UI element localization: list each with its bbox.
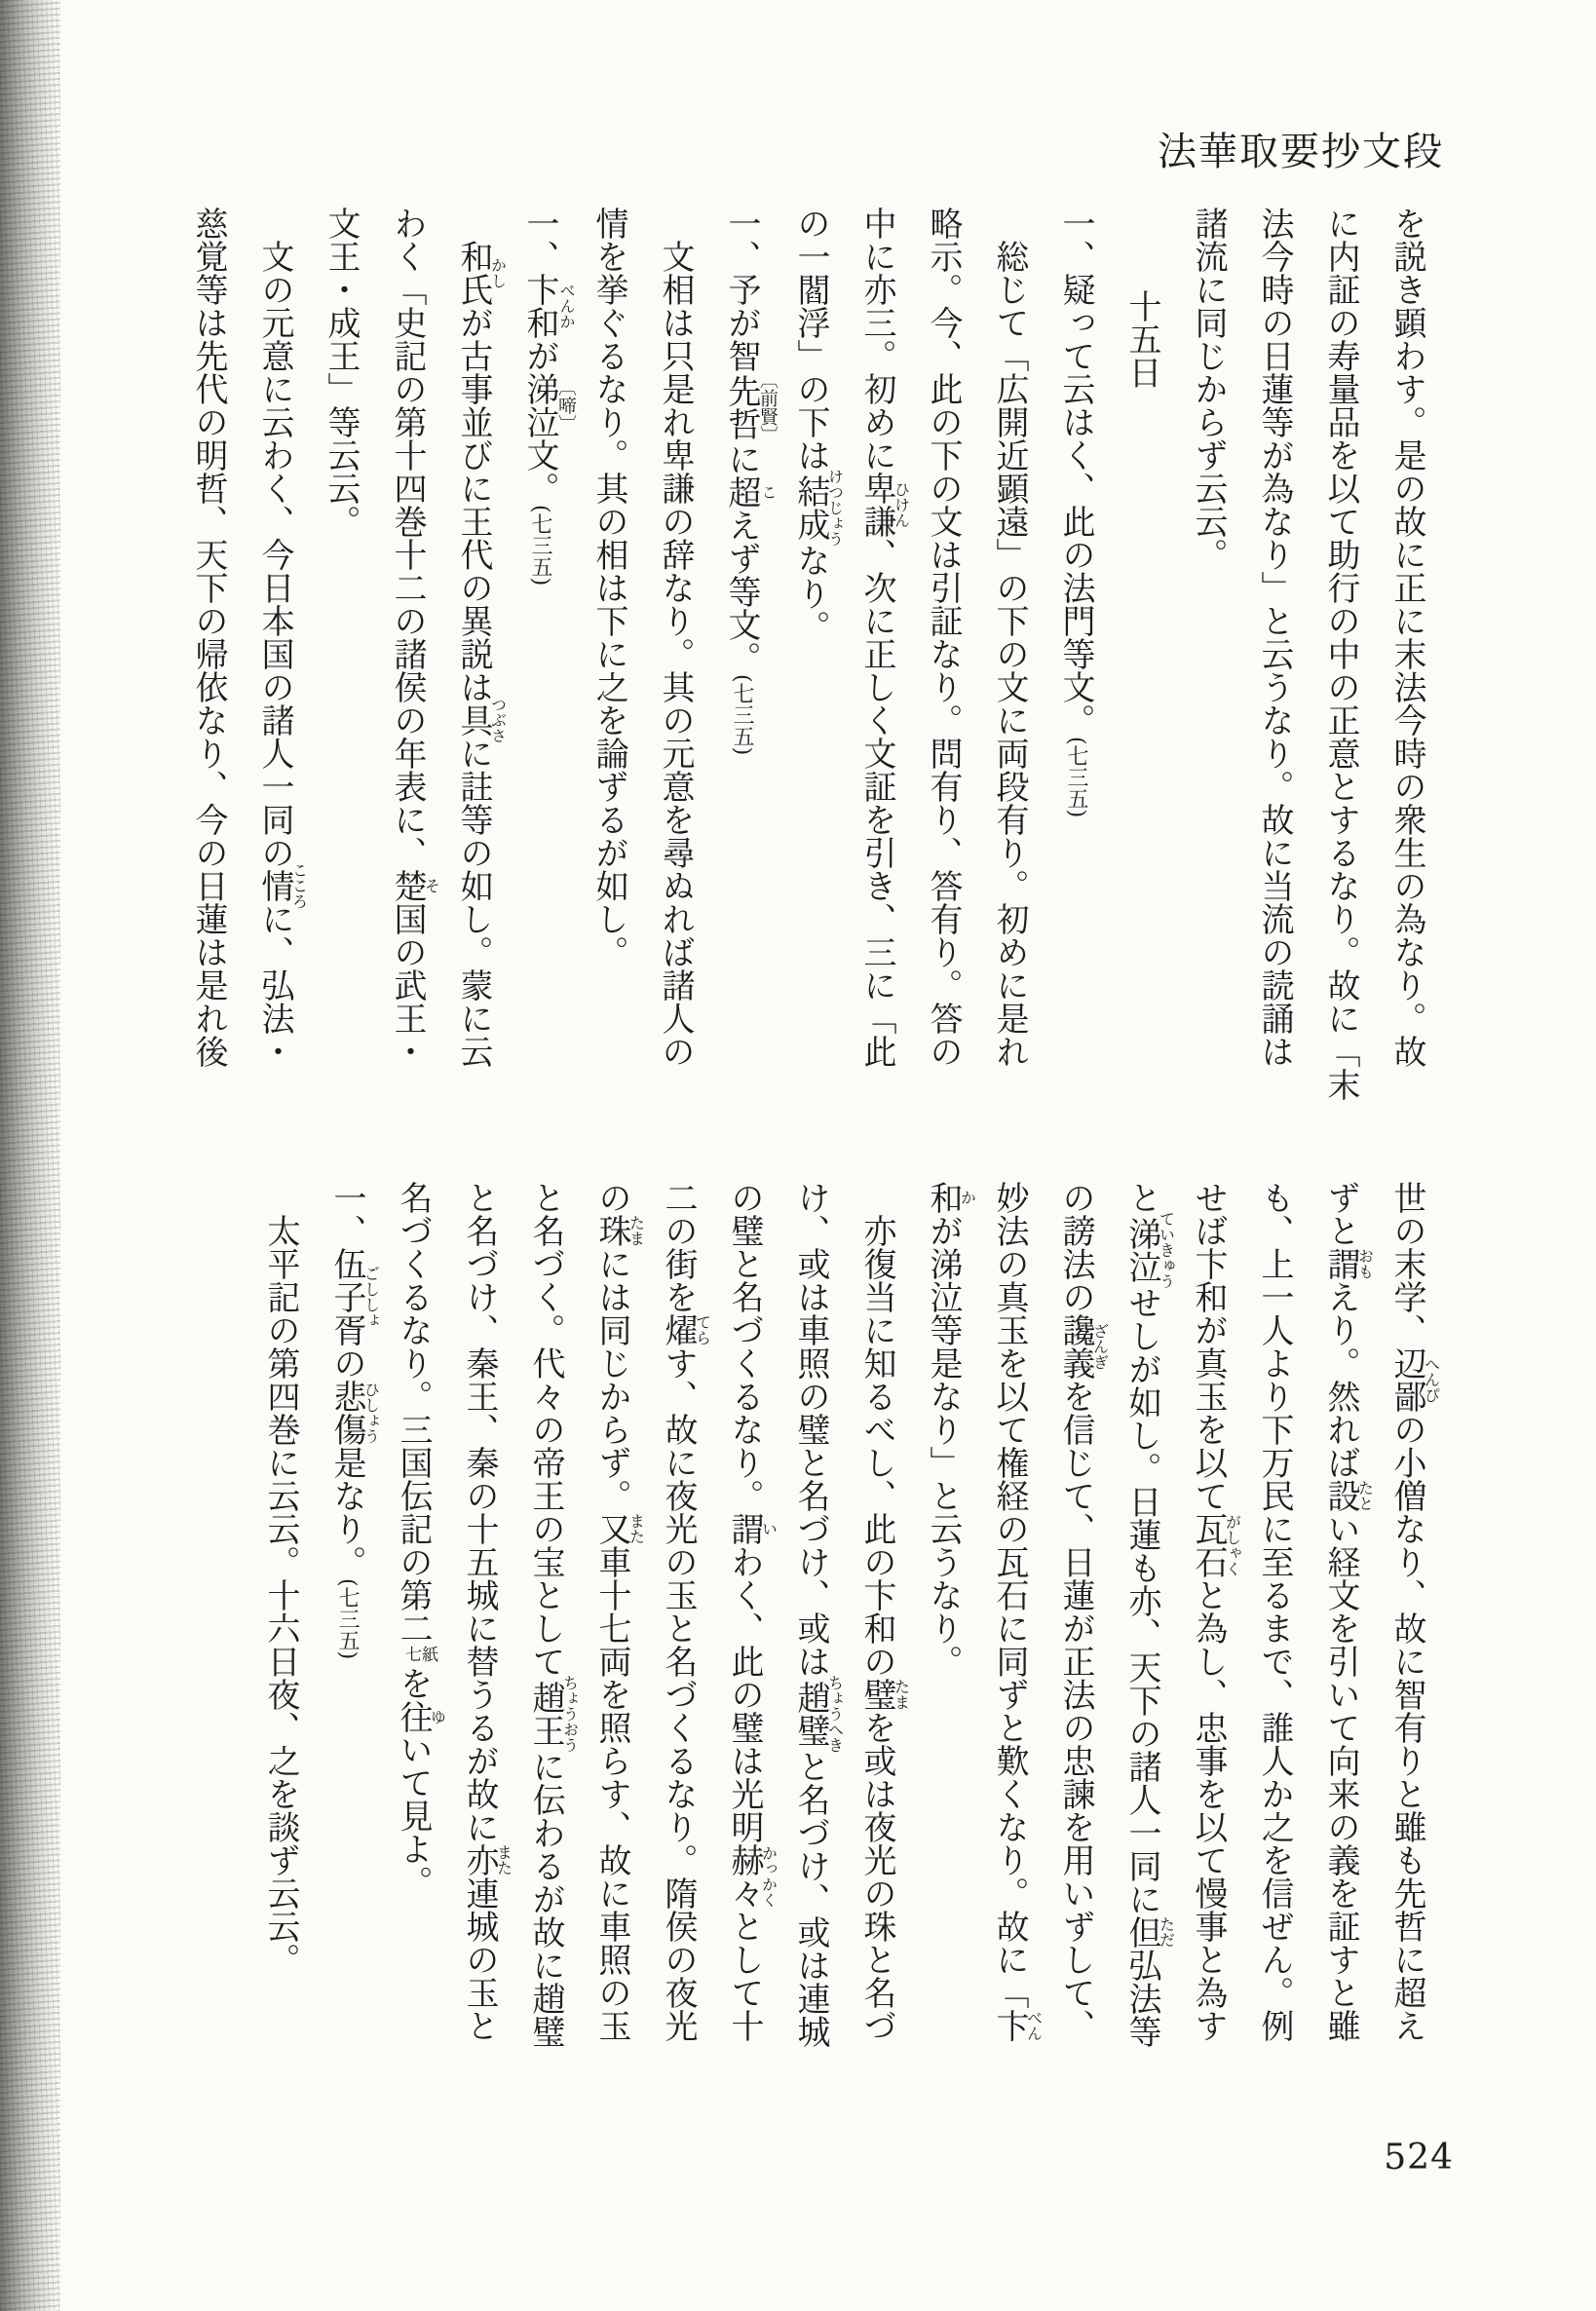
furigana-term: 悲傷ひしょう bbox=[327, 1380, 381, 1446]
furigana-term: 亦また bbox=[460, 1843, 513, 1876]
furigana-term: 讒義ざんぎ bbox=[1056, 1313, 1110, 1380]
furigana-term: 燿てら bbox=[659, 1313, 712, 1346]
text-column: 一、予が智先哲〔前賢〕に超こえず等文。(七三五) bbox=[722, 207, 779, 756]
inline-split-note: 七紙 bbox=[405, 1646, 438, 1665]
text-column: と名づく。代々の帝王の宝として趙王ちょうおうに伝わるが故に趙璧 bbox=[526, 1181, 580, 2048]
text-column: の謗法の讒義ざんぎを信じて、日蓮が正法の忠諫を用いずして、 bbox=[1056, 1181, 1110, 2042]
furigana-term: 趙王ちょうおう bbox=[526, 1675, 580, 1753]
text-column: 一、伍子胥ごししょの悲傷ひしょう是なり。(七三五) bbox=[327, 1181, 381, 1660]
furigana-term: 璧たま bbox=[857, 1678, 911, 1711]
text-column: 諸流に同じからず云云。 bbox=[1189, 207, 1228, 571]
text-column: 法今時の日蓮等が為なり」と云うなり。故に当流の読誦は bbox=[1255, 207, 1294, 1068]
text-column: と名づけ、秦王、秦の十五城に替うるが故に亦また連城の玉と bbox=[460, 1181, 513, 2042]
text-column: ずと謂おもえり。然れば設たとい経文を引いて向来の義を証すと雖 bbox=[1321, 1181, 1375, 2042]
furigana-term: 涕泣ていきゅう bbox=[1122, 1211, 1176, 1289]
book-binding-edge bbox=[0, 0, 60, 2311]
text-column: 文相は只是れ卑謙の辞なり。其の元意を尋ぬれば諸人の bbox=[656, 240, 695, 1068]
furigana-term: 楚そ bbox=[388, 869, 441, 902]
source-page-ref: (七三五) bbox=[1064, 737, 1088, 818]
furigana-term: 珠たま bbox=[592, 1214, 646, 1247]
furigana-term: 卑謙ひけん bbox=[857, 472, 911, 538]
text-column: 世の末学、辺鄙へんぴの小僧なり、故に智有りと雖も先哲に超え bbox=[1387, 1181, 1441, 2042]
furigana-term: 卞べん bbox=[990, 2009, 1044, 2042]
text-column: せば卞和が真玉を以て瓦石がしゃくと為し、忠事を以て慢事と為す bbox=[1189, 1181, 1242, 2042]
text-column: の璧と名づくるなり。謂いわく、此の璧は光明赫々かっかくとして十 bbox=[725, 1181, 779, 2042]
source-page-ref: (七三五) bbox=[730, 674, 754, 756]
furigana-term: 具つぶさ bbox=[454, 697, 508, 743]
text-column: 慈覚等は先代の明哲、天下の帰依なり、今の日蓮は是れ後 bbox=[189, 207, 228, 1068]
text-column: 太平記の第四巻に云云。十六日夜、之を談ず云云。 bbox=[261, 1214, 300, 1976]
furigana-term: 設たと bbox=[1321, 1479, 1375, 1512]
text-column: 文の元意に云わく、今日本国の諸人一同の情こころに、弘法・ bbox=[255, 240, 309, 1068]
furigana-term: 但ただ bbox=[1122, 1915, 1176, 1949]
text-column: わく「史記の第十四巻十二の諸侯の年表に、楚そ国の武王・ bbox=[388, 207, 441, 1068]
furigana-term: 往ゆ bbox=[394, 1699, 447, 1733]
furigana-term: 卞和べんか bbox=[520, 273, 576, 339]
text-column: 一、卞和べんかが涕泣〔啼〕文。(七三五) bbox=[520, 207, 577, 587]
furigana-term: 趙璧ちょうへき bbox=[791, 1675, 845, 1753]
text-column: 名づくるなり。三国伝記の第二七紙を往ゆいて見よ。 bbox=[394, 1181, 447, 1899]
lower-text-block bbox=[247, 1181, 1440, 2141]
furigana-term: 又また bbox=[592, 1512, 646, 1545]
furigana-term: 超こ bbox=[722, 475, 778, 509]
text-column: 総じて「広開近顕遠」の下の文に両段有り。初めに是れ bbox=[990, 240, 1029, 1068]
text-column: け、或は車照の璧と名づけ、或は趙璧ちょうへきと名づけ、或は連城 bbox=[791, 1181, 845, 2048]
running-head-title: 法華取要抄文段 bbox=[1158, 130, 1444, 174]
text-column: 亦復当に知るべし、此の卞和の璧たまを或は夜光の珠と名づ bbox=[857, 1214, 911, 2042]
annotated-term: 涕泣〔啼〕 bbox=[520, 372, 577, 438]
text-column: と涕泣ていきゅうせしが如し。日蓮も亦、天下の諸人一同に但ただ弘法等 bbox=[1122, 1181, 1176, 2048]
source-page-ref: (七三五) bbox=[335, 1578, 360, 1660]
text-column: 中に亦三。初めに卑謙ひけん、次に正しく文証を引き、三に「此 bbox=[857, 207, 911, 1068]
furigana-term: 情こころ bbox=[255, 862, 309, 909]
text-column: 情を挙ぐるなり。其の相は下に之を論ずるが如し。 bbox=[589, 207, 628, 968]
text-column: に内証の寿量品を以て助行の中の正意とするなり。故に「末 bbox=[1321, 207, 1360, 1101]
furigana-term: 瓦石がしゃく bbox=[1189, 1512, 1242, 1578]
furigana-term: 和か bbox=[924, 1181, 977, 1214]
furigana-term: 謂おも bbox=[1321, 1247, 1375, 1280]
text-column: の一閻浮」の下は結成けつじょうなり。 bbox=[791, 207, 845, 643]
text-column: の珠たまには同じからず。又また車十七両を照らす、故に車照の玉 bbox=[592, 1181, 646, 2042]
furigana-term: 赫々かっかく bbox=[725, 1843, 779, 1910]
text-column: 略示。今、此の下の文は引証なり。問有り、答有り。答の bbox=[924, 207, 963, 1068]
furigana-term: 結成けつじょう bbox=[791, 469, 845, 547]
furigana-term: 謂い bbox=[725, 1512, 779, 1545]
text-column: 二の街を燿てらす、故に夜光の玉と名づくるなり。隋侯の夜光 bbox=[659, 1181, 712, 2042]
page-number: 524 bbox=[1384, 2138, 1454, 2178]
text-column: 妙法の真玉を以て権経の瓦石に同ずと歎くなり。故に「卞べん bbox=[990, 1181, 1044, 2042]
upper-text-block bbox=[175, 207, 1440, 1127]
text-column: を説き顕わす。是の故に正に末法今時の衆生の為なり。故 bbox=[1387, 207, 1426, 1068]
text-column: 十五日 bbox=[1122, 289, 1161, 389]
text-column: も、上一人より下万民に至るまで、誰人か之を信ぜん。例 bbox=[1255, 1181, 1294, 2042]
furigana-term: 伍子胥ごししょ bbox=[327, 1247, 381, 1346]
text-column: 和かが涕泣等是なり」と云うなり。 bbox=[924, 1181, 977, 1678]
annotated-term: 先哲〔前賢〕 bbox=[722, 370, 779, 444]
text-column: 一、疑って云はく、此の法門等文。(七三五) bbox=[1056, 207, 1095, 818]
furigana-term: 和氏かし bbox=[454, 240, 508, 306]
text-column: 文王・成王」等云云。 bbox=[322, 207, 361, 538]
text-column: 和氏かしが古事並びに王代の異説は具つぶさに註等の如し。蒙に云 bbox=[454, 240, 508, 1068]
source-page-ref: (七三五) bbox=[528, 505, 552, 587]
furigana-term: 辺鄙へんぴ bbox=[1387, 1346, 1441, 1413]
